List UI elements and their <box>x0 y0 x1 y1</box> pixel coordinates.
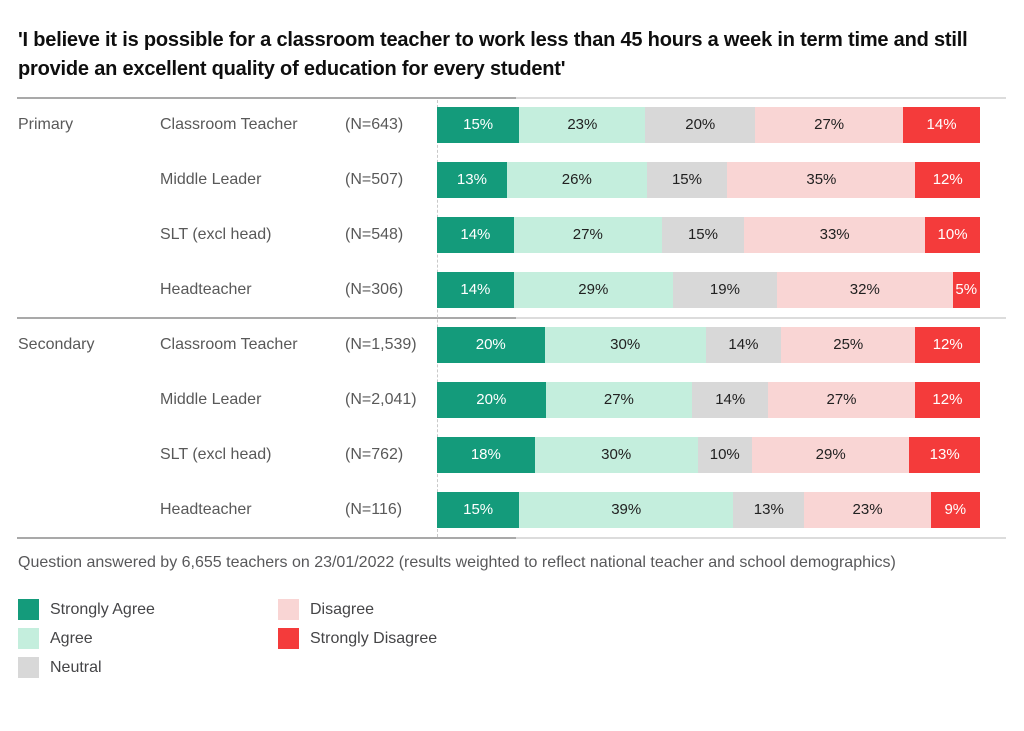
stacked-bar <box>437 217 980 253</box>
bar-segment-strongly-agree: 15% <box>437 492 519 528</box>
legend-label: Neutral <box>50 658 102 676</box>
legend-item-strongly-agree <box>18 595 278 624</box>
legend-item-strongly-disagree <box>278 624 437 653</box>
bar-segment-strongly-disagree: 9% <box>931 492 980 528</box>
bar-segment-agree: 30% <box>535 437 698 473</box>
stacked-bar <box>437 382 980 418</box>
chart-row <box>0 317 1024 372</box>
group-label-secondary: Secondary <box>18 335 95 353</box>
chart-row <box>0 427 1024 482</box>
sample-size-label: (N=507) <box>345 170 404 188</box>
divider-top <box>0 97 1024 99</box>
legend-label: Strongly Disagree <box>310 629 438 647</box>
group-label-primary: Primary <box>18 115 74 133</box>
legend-swatch-disagree <box>278 599 299 620</box>
footnote: Question answered by 6,655 teachers on 23/01/2022 (results weighted to reflect national teacher and school demographics) <box>18 554 896 571</box>
bar-segment-strongly-agree: 20% <box>437 327 545 363</box>
bar-segment-disagree: 33% <box>744 217 925 253</box>
sample-size-label: (N=643) <box>345 115 404 133</box>
role-label: Headteacher <box>160 500 252 518</box>
bar-segment-strongly-agree: 20% <box>437 382 546 418</box>
chart-title: 'I believe it is possible for a classroom teacher to work less than 45 hours a week in term time and still provide an excellent quality of education for every student' <box>18 29 968 80</box>
role-label: Classroom Teacher <box>160 335 298 353</box>
bar-segment-strongly-agree: 14% <box>437 217 514 253</box>
legend <box>18 595 1024 682</box>
bar-segment-disagree: 35% <box>727 162 915 198</box>
bar-segment-strongly-disagree: 10% <box>925 217 980 253</box>
role-label: Middle Leader <box>160 170 262 188</box>
bar-segment-agree: 30% <box>545 327 706 363</box>
chart-row <box>0 372 1024 427</box>
stacked-bar <box>437 327 980 363</box>
stacked-bar <box>437 162 980 198</box>
legend-swatch-strongly-agree <box>18 599 39 620</box>
stacked-bar <box>437 492 980 528</box>
bar-segment-disagree: 25% <box>781 327 915 363</box>
bar-segment-agree: 26% <box>507 162 647 198</box>
sample-size-label: (N=306) <box>345 280 404 298</box>
divider-bottom <box>0 537 1024 539</box>
bar-segment-neutral: 14% <box>692 382 768 418</box>
legend-label: Disagree <box>310 600 375 618</box>
bar-segment-strongly-disagree: 14% <box>903 107 980 143</box>
bar-segment-disagree: 29% <box>752 437 909 473</box>
bar-segment-strongly-agree: 13% <box>437 162 507 198</box>
bar-segment-strongly-disagree: 12% <box>915 162 980 198</box>
role-label: Classroom Teacher <box>160 115 298 133</box>
legend-item-agree <box>18 624 278 653</box>
legend-item-neutral <box>18 653 278 682</box>
sample-size-label: (N=1,539) <box>345 335 417 353</box>
stacked-bar-chart <box>0 97 1024 539</box>
bar-segment-strongly-disagree: 12% <box>915 382 980 418</box>
bar-segment-agree: 39% <box>519 492 733 528</box>
bar-segment-neutral: 15% <box>662 217 744 253</box>
divider-primary-secondary <box>0 317 1024 319</box>
bar-segment-agree: 23% <box>519 107 645 143</box>
bar-segment-disagree: 32% <box>777 272 953 308</box>
chart-row <box>0 262 1024 317</box>
bar-segment-strongly-disagree: 12% <box>915 327 980 363</box>
bar-segment-agree: 27% <box>514 217 662 253</box>
bar-segment-neutral: 20% <box>645 107 755 143</box>
sample-size-label: (N=116) <box>345 500 403 518</box>
chart-row <box>0 97 1024 152</box>
bar-segment-agree: 27% <box>546 382 693 418</box>
legend-label: Strongly Agree <box>50 600 155 618</box>
bar-segment-neutral: 10% <box>698 437 752 473</box>
bar-segment-strongly-agree: 15% <box>437 107 519 143</box>
stacked-bar <box>437 272 980 308</box>
stacked-bar <box>437 437 980 473</box>
stacked-bar <box>437 107 980 143</box>
bar-segment-strongly-agree: 18% <box>437 437 535 473</box>
role-label: SLT (excl head) <box>160 445 272 463</box>
bar-segment-disagree: 23% <box>804 492 930 528</box>
legend-label: Agree <box>50 629 93 647</box>
sample-size-label: (N=2,041) <box>345 390 417 408</box>
legend-swatch-agree <box>18 628 39 649</box>
chart-row <box>0 482 1024 537</box>
bar-segment-disagree: 27% <box>768 382 915 418</box>
role-label: SLT (excl head) <box>160 225 272 243</box>
bar-segment-neutral: 13% <box>733 492 804 528</box>
bar-segment-neutral: 14% <box>706 327 781 363</box>
legend-item-disagree <box>278 595 437 624</box>
legend-swatch-strongly-disagree <box>278 628 299 649</box>
legend-column-1 <box>18 595 278 682</box>
bar-segment-disagree: 27% <box>755 107 903 143</box>
bar-segment-strongly-agree: 14% <box>437 272 514 308</box>
role-label: Middle Leader <box>160 390 262 408</box>
legend-column-2 <box>278 595 437 682</box>
bar-segment-agree: 29% <box>514 272 673 308</box>
bar-segment-neutral: 15% <box>647 162 728 198</box>
role-label: Headteacher <box>160 280 252 298</box>
bar-segment-neutral: 19% <box>673 272 777 308</box>
bar-segment-strongly-disagree: 5% <box>953 272 980 308</box>
chart-row <box>0 152 1024 207</box>
legend-swatch-neutral <box>18 657 39 678</box>
bar-segment-strongly-disagree: 13% <box>909 437 980 473</box>
chart-row <box>0 207 1024 262</box>
sample-size-label: (N=762) <box>345 445 404 463</box>
sample-size-label: (N=548) <box>345 225 404 243</box>
